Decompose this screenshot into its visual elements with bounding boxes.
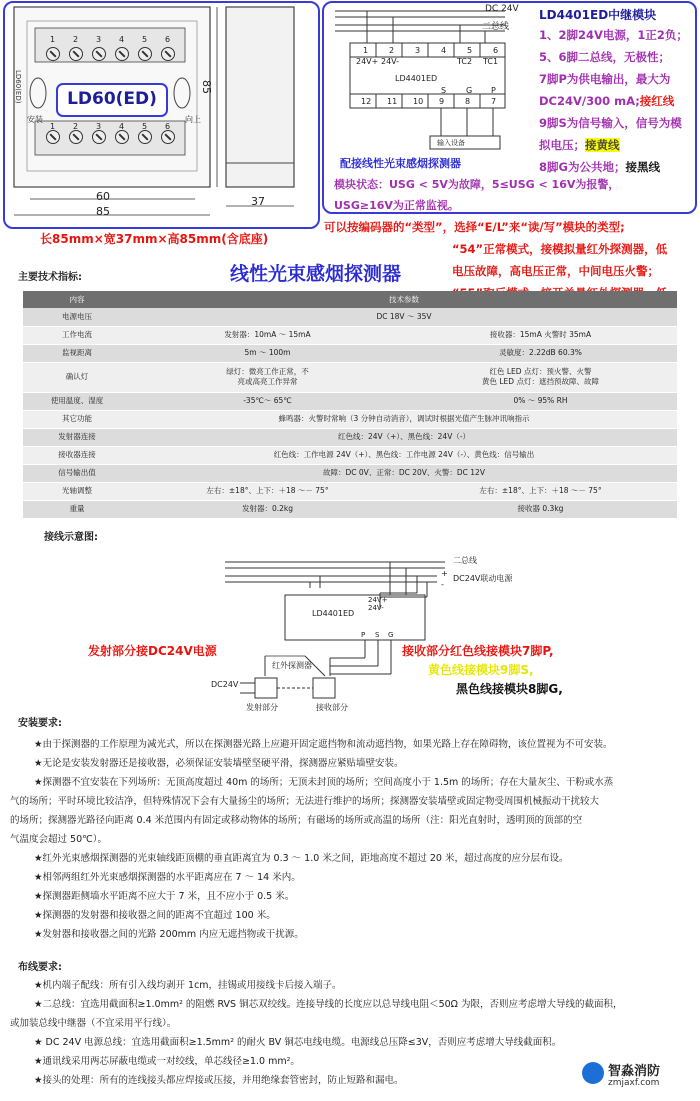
relay-bus-label: 二总线: [482, 22, 510, 32]
spec-row: [23, 482, 677, 500]
spec-row: [23, 362, 677, 392]
requirement-line: 的场所；探测器光路径向距离 0.4 米范围内有固定或移动物体的场所；有磁场的场所或高温的场所（注：阳光直射时，透明顶的顶部的空: [10, 815, 583, 826]
requirement-line: 气的场所；平时环境比较洁净，但特殊情况下会有大量扬尘的场所；无法进行维护的场所；探测器安装墙壁或固定物受周围机械振动干扰较大: [10, 796, 600, 807]
requirement-line: ★探测器的发射器和接收器之间的距离不宜超过 100 米。: [34, 910, 276, 921]
spec-value-a: 绿灯：微亮工作正常，不 亮或高亮工作异常: [131, 362, 404, 392]
relay-bottom-pin: 8: [465, 97, 471, 106]
spec-value-a: 红色线：24V（+）、黑色线：24V（-）: [131, 428, 677, 446]
spec-value-a: 发射器：0.2kg: [131, 500, 404, 518]
requirement-line: ★相邻两组红外光束感烟探测器的水平距离应在 7 ～ 14 米内。: [34, 872, 301, 883]
terminal-screw-top: [138, 47, 152, 61]
spec-value-a: 发射器：10mA ～ 15mA: [131, 326, 404, 344]
up-label: 向上: [185, 115, 201, 124]
spec-label: 监视距离: [23, 344, 131, 362]
relay-sub-label: P: [491, 86, 496, 95]
dim-37: 37: [251, 195, 265, 208]
brand-site: zmjaxf.com: [608, 1078, 660, 1088]
note-receiver-red: 接收部分红色线接模块7脚P,: [402, 644, 554, 658]
terminal-screw-top: [161, 47, 175, 61]
wiring-pin-g: G: [388, 631, 394, 639]
spec-value-a: 蜂鸣器：火警时常响（3 分钟自动消音），调试时根据光值产生脉冲讯响指示: [131, 410, 677, 428]
dim-85-width: 85: [96, 205, 110, 218]
encoder-line2: “54”正常模式，接模拟量红外探测器，低: [452, 242, 668, 256]
wiring-pin-s: S: [375, 631, 380, 639]
spec-header-params: 技术参数: [131, 291, 677, 308]
spec-header-content: 内容: [23, 291, 131, 308]
requirement-line: ★探测器不宜安装在下列场所：无顶高度超过 40m 的场所；无顶未封顶的场所；空间高度小于 1.5m 的场所；存在大量灰尘、干粉或水蒸: [34, 777, 614, 788]
requirement-line: ★发射器和接收器之间的光路 200mm 内应无遮挡物或干扰源。: [34, 929, 304, 940]
wiring-heading: 接线示意图:: [44, 532, 98, 543]
spec-label: 发射器连接: [23, 428, 131, 446]
spec-value-b: 0% ～ 95% RH: [404, 392, 677, 410]
brand-logo-icon: [582, 1062, 604, 1084]
relay-sub-label: S: [441, 86, 447, 95]
spec-value-a: DC 18V ～ 35V: [131, 308, 677, 326]
wiring-req-heading: 布线要求:: [18, 962, 62, 973]
requirement-line: ★ DC 24V 电源总线：宜选用截面积≥1.5mm² 的耐火 BV 铜芯电线电缆。电源线总压降≤3V，否则应考虑增大导线截面积。: [34, 1037, 562, 1048]
relay-desc-line6: 拟电压；: [539, 138, 585, 152]
terminal-screw-top: [46, 47, 60, 61]
input-device-label: 输入设备: [437, 139, 465, 147]
relay-desc-line7: 8脚G为公共地；: [539, 160, 626, 174]
relay-desc-title: LD4401ED中继模块: [539, 8, 657, 22]
relay-top-pin: 2: [389, 46, 395, 55]
encoder-line3: 电压故障，高电压正常，中间电压火警；: [452, 264, 659, 278]
wiring-vminus: 24V-: [368, 604, 384, 612]
terminal-number-bottom: 5: [142, 122, 148, 131]
dim-60: 60: [96, 190, 110, 203]
spec-row: [23, 500, 677, 518]
relay-top-pin: 5: [467, 46, 473, 55]
spec-row: [23, 344, 677, 362]
wiring-module: LD4401ED: [312, 609, 355, 618]
spec-header-row: [23, 291, 677, 308]
terminal-number-top: 4: [119, 35, 125, 44]
relay-top-pin: 3: [415, 46, 421, 55]
relay-bottom-pin: 10: [413, 97, 424, 106]
spec-value-b: 左右：±18°、上下：＋18 ～－ 75°: [404, 482, 677, 500]
spec-value-b: 红色 LED 点灯：预火警、火警 黄色 LED 点灯：遮挡预故障、故障: [404, 362, 677, 392]
note-emitter-power: 发射部分接DC24V电源: [88, 644, 217, 658]
spec-label: 重量: [23, 500, 131, 518]
terminal-screw-bottom: [92, 130, 106, 144]
spec-row: [23, 464, 677, 482]
spec-label: 信号输出值: [23, 464, 131, 482]
spec-row: [23, 308, 677, 326]
relay-desc: [539, 24, 695, 178]
module-model: LD60(ED): [67, 89, 157, 109]
relay-desc-line3: 7脚P为供电输出，最大为: [539, 72, 671, 86]
terminal-screw-bottom: [115, 130, 129, 144]
module-side: [226, 7, 294, 187]
module-size-text: 长85mm×宽37mm×高85mm(含底座): [40, 232, 269, 246]
requirement-line: 气温度会超过 50℃）。: [10, 834, 108, 845]
relay-red-wire: 接红线: [639, 94, 675, 108]
wiring-plus-sign: +: [441, 569, 448, 578]
requirement-line: ★接头的处理：所有的连线接头都应焊接或压接，并用绝缘套管密封，防止短路和漏电。: [34, 1075, 404, 1086]
relay-yellow-wire: 接黄线: [585, 138, 620, 152]
encoder-line1: 可以按编码器的“类型”，选择“E/L”来“读/写”模块的类型;: [324, 220, 625, 234]
terminal-screw-bottom: [161, 130, 175, 144]
terminal-number-bottom: 1: [50, 122, 56, 131]
relay-sub-label: G: [466, 86, 473, 95]
relay-desc-line4: DC24V/300 mA;: [539, 94, 640, 108]
spec-value-a: 红色线：工作电源 24V（+）、黑色线：工作电源 24V（-）、黄色线：信号输出: [131, 446, 677, 464]
spec-label: 其它功能: [23, 410, 131, 428]
wiring-diagram: [205, 548, 495, 718]
relay-sub-label: TC1: [483, 57, 499, 66]
requirement-line: ★红外光束感烟探测器的光束轴线距顶棚的垂直距离宜为 0.3 ～ 1.0 米之间，距地高度不超过 20 米，超过高度的应分层布设。: [34, 853, 569, 864]
wiring-receiver: 接收部分: [316, 703, 348, 712]
relay-sub-label: 24V+: [356, 57, 379, 66]
relay-dc-label: DC 24V: [485, 4, 519, 14]
install-list: [8, 735, 692, 944]
terminal-screw-bottom: [69, 130, 83, 144]
relay-bottom-pin: 12: [361, 97, 372, 106]
terminal-screw-bottom: [46, 130, 60, 144]
terminal-number-bottom: 3: [96, 122, 102, 131]
spec-value-a: 故障：DC 0V、正常：DC 20V、火警：DC 12V: [131, 464, 677, 482]
requirement-line: ★二总线：宜选用截面积≥1.0mm² 的阻燃 RVS 铜芯双绞线。连接导线的长度应以总导线电阻＜50Ω 为限，否则应考虑增大导线的截面积，: [34, 999, 623, 1010]
spec-heading: 主要技术指标:: [18, 272, 82, 283]
brand-name: 智淼消防: [608, 1064, 661, 1079]
relay-top-pin: 6: [493, 46, 499, 55]
spec-label: 工作电流: [23, 326, 131, 344]
install-label: 安装: [27, 115, 43, 124]
terminal-number-top: 2: [73, 35, 79, 44]
relay-sub-label: TC2: [457, 57, 473, 66]
module-side-label: LD60(ED): [14, 70, 22, 104]
terminal-number-bottom: 4: [119, 122, 125, 131]
relay-desc-line1: 1、2脚24V电源，1正2负；: [539, 28, 688, 42]
relay-sub-label: 24V-: [381, 57, 400, 66]
terminal-number-top: 1: [50, 35, 56, 44]
relay-desc-line5: 9脚S为信号输入，信号为模: [539, 116, 682, 130]
spec-row: [23, 446, 677, 464]
wiring-detector: 红外探测器: [272, 661, 312, 670]
status-line2: USG≥16V为正常监视。: [334, 199, 459, 212]
relay-desc-line2: 5、6脚二总线，无极性；: [539, 50, 671, 64]
spec-label: 接收器连接: [23, 446, 131, 464]
wiring-minus-sign: -: [441, 580, 444, 589]
wiring-vplus: 24V+: [368, 596, 388, 604]
relay-caption: 配接线性光束感烟探测器: [340, 157, 461, 170]
spec-value-a: -35℃～ 65℃: [131, 392, 404, 410]
requirement-line: ★机内端子配线：所有引入线均剥开 1cm，挂锡或用接线卡后接入端子。: [34, 980, 342, 991]
requirement-line: 或加装总线中继器（不宜采用平行线）。: [10, 1018, 177, 1029]
wiring-emitter: 发射部分: [246, 703, 278, 712]
terminal-number-top: 6: [165, 35, 171, 44]
spec-value-a: 5m ～ 100m: [131, 344, 404, 362]
spec-table: [23, 291, 677, 519]
product-title: 线性光束感烟探测器: [230, 263, 402, 285]
spec-label: 电源电压: [23, 308, 131, 326]
terminal-number-top: 5: [142, 35, 148, 44]
module-status: [334, 174, 619, 216]
spec-row: [23, 392, 677, 410]
requirement-line: ★由于探测器的工作原理为减光式，所以在探测器光路上应避开固定遮挡物和流动遮挡物，如果光路上存在障碍物，该位置视为不可安装。: [34, 739, 613, 750]
spec-label: 确认灯: [23, 362, 131, 392]
spec-row: [23, 410, 677, 428]
relay-bottom-pin: 7: [491, 97, 497, 106]
wiring-dc24v: DC24V: [211, 680, 239, 689]
spec-row: [23, 428, 677, 446]
requirement-line: ★通讯线采用两芯屏蔽电缆或一对绞线，单芯线径≥1.0 mm²。: [34, 1056, 300, 1067]
spec-value-b: 灵敏度：2.22dB 60.3%: [404, 344, 677, 362]
requirement-line: ★无论是安装发射器还是接收器，必须保证安装墙壁坚硬平滑，探测器应紧贴墙壁安装。: [34, 758, 404, 769]
relay-bottom-pin: 11: [387, 97, 398, 106]
relay-bottom-pin: 9: [439, 97, 445, 106]
wiring-power-label: DC24V联动电源: [453, 574, 513, 583]
relay-top-pin: 4: [441, 46, 447, 55]
terminal-number-top: 3: [96, 35, 102, 44]
spec-value-b: 接收器 0.3kg: [404, 500, 677, 518]
spec-value-a: 左右：±18°、上下：＋18 ～－ 75°: [131, 482, 404, 500]
relay-model: LD4401ED: [395, 74, 438, 83]
note-receiver-black: 黑色线接模块8脚G,: [456, 682, 563, 696]
spec-label: 光轴调整: [23, 482, 131, 500]
wiring-bus-label: 二总线: [453, 556, 477, 565]
relay-top-pin: 1: [363, 46, 369, 55]
spec-label: 使用温度、湿度: [23, 392, 131, 410]
spec-value-b: 接收器：15mA 火警时 35mA: [404, 326, 677, 344]
note-receiver-yellow: 黄色线接模块9脚S,: [428, 663, 534, 677]
terminal-screw-top: [92, 47, 106, 61]
terminal-number-bottom: 2: [73, 122, 79, 131]
terminal-screw-top: [69, 47, 83, 61]
wiring-pin-p: P: [361, 631, 366, 639]
terminal-number-bottom: 6: [165, 122, 171, 131]
relay-black-wire: 接黑线: [625, 160, 660, 174]
terminal-screw-top: [115, 47, 129, 61]
terminal-screw-bottom: [138, 130, 152, 144]
status-line1: 模块状态：USG < 5V为故障，5≤USG < 16V为报警，: [334, 178, 620, 191]
spec-row: [23, 326, 677, 344]
dim-85-height: 85: [200, 80, 213, 94]
requirement-line: ★探测器距侧墙水平距离不应大于 7 米，且不应小于 0.5 米。: [34, 891, 295, 902]
install-heading: 安装要求:: [18, 718, 62, 729]
